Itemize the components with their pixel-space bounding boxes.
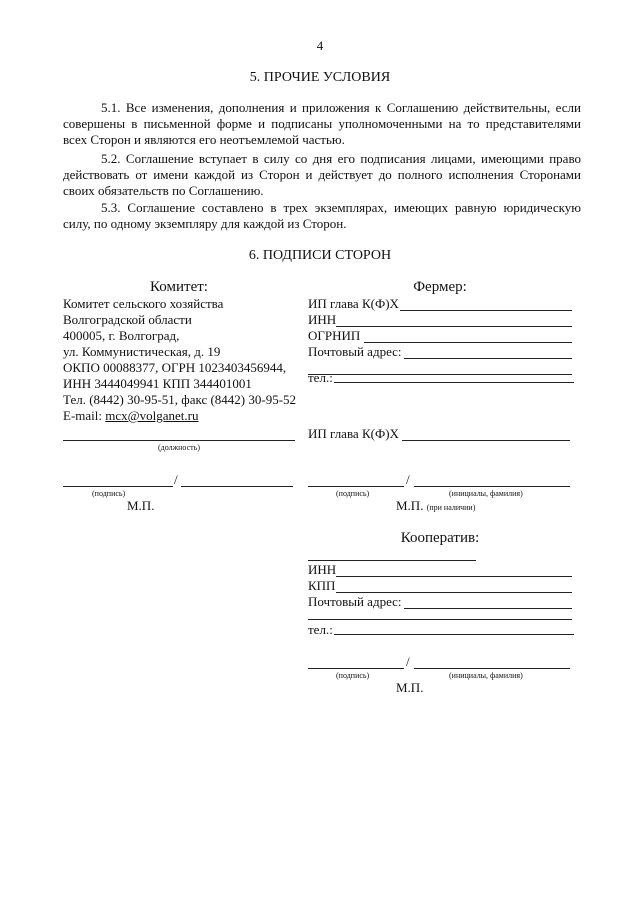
committee-slash: /	[174, 472, 178, 487]
committee-email-row	[63, 408, 198, 424]
clause-5-2-line: действовать от имени каждой из Сторон и действует до полного исполнения Сторонами	[63, 167, 581, 182]
cooperative-heading: Кооператив:	[400, 530, 480, 546]
cooperative-slash: /	[406, 654, 410, 669]
farmer-field-label: Почтовый адрес:	[308, 344, 402, 359]
farmer-ogrnip-line	[364, 342, 572, 343]
cooperative-field-label: ИНН	[308, 562, 337, 577]
clause-5-1	[63, 100, 581, 148]
position-caption: (должность)	[158, 443, 200, 452]
committee-signature-caption: (подпись)	[92, 489, 126, 498]
committee-name-line	[181, 486, 293, 487]
farmer-name-line	[414, 486, 570, 487]
cooperative-field-label: КПП	[308, 578, 336, 593]
committee-heading: Комитет:	[150, 279, 208, 295]
farmer-field-label: ОГРНИП	[308, 328, 361, 343]
farmer-stamp-note: (при наличии)	[426, 503, 476, 512]
clause-5-2	[63, 151, 581, 199]
committee-stamp: М.П.	[127, 498, 155, 513]
clause-5-3-line: силу, по одному экземпляру для каждой из Сторон.	[63, 216, 347, 231]
email-label: E-mail:	[63, 408, 102, 423]
farmer-address-line	[404, 358, 572, 359]
cooperative-phone-line	[334, 634, 574, 635]
cooperative-kpp-line	[336, 592, 572, 593]
section-6-title: 6. ПОДПИСИ СТОРОН	[248, 248, 392, 263]
cooperative-field-label: Почтовый адрес:	[308, 594, 402, 609]
committee-line: ул. Коммунистическая, д. 19	[63, 344, 221, 359]
farmer-ip-line	[400, 310, 572, 311]
farmer-stamp-text: М.П.	[396, 498, 424, 513]
cooperative-initials-line	[414, 668, 570, 669]
farmer-field-label: ИНН	[308, 312, 337, 327]
committee-line: Волгоградской области	[63, 312, 192, 327]
farmer-phone-label: тел.:	[308, 370, 333, 385]
farmer-initials-caption: (инициалы, фамилия)	[449, 489, 523, 498]
section-5-title: 5. ПРОЧИЕ УСЛОВИЯ	[249, 70, 391, 85]
farmer-field-label: ИП глава К(Ф)Х	[308, 296, 399, 311]
clause-5-1-line: совершены в письменной форме и подписаны уполномоченными на то представителями	[63, 116, 581, 131]
clause-5-3	[63, 200, 581, 232]
email-link[interactable]: mcx@volganet.ru	[105, 408, 199, 423]
cooperative-phone-label: тел.:	[308, 622, 333, 637]
committee-line: ОКПО 00088377, ОГРН 1023403456944,	[63, 360, 287, 375]
cooperative-inn-line	[336, 576, 572, 577]
clause-5-2-line: 5.2. Соглашение вступает в силу со дня его подписания лицами, имеющими право	[101, 151, 581, 166]
farmer-signature-line	[308, 486, 404, 487]
committee-line: 400005, г. Волгоград,	[63, 328, 180, 343]
committee-signature-line	[63, 486, 173, 487]
farmer-signature-caption: (подпись)	[336, 489, 370, 498]
farmer-slash: /	[406, 472, 410, 487]
cooperative-signature-line	[308, 668, 404, 669]
farmer-head-line	[402, 440, 570, 441]
clause-5-2-line: своих обязательств по Соглашению.	[63, 183, 264, 198]
committee-line: Тел. (8442) 30-95-51, факс (8442) 30-95-52	[63, 392, 297, 407]
clause-5-3-line: 5.3. Соглашение составлено в трех экземплярах, имеющих равную юридическую	[101, 200, 581, 215]
cooperative-name-line	[308, 560, 476, 561]
farmer-inn-line	[336, 326, 572, 327]
farmer-stamp	[396, 498, 475, 514]
farmer-heading: Фермер:	[413, 279, 467, 295]
farmer-address-line-2	[308, 374, 572, 375]
cooperative-signature-caption: (подпись)	[336, 671, 370, 680]
cooperative-stamp: М.П.	[396, 680, 424, 695]
clause-5-1-line: 5.1. Все изменения, дополнения и приложения к Соглашению действительны, если	[101, 100, 581, 115]
clause-5-1-line: всех Сторон и являются его неотъемлемой частью.	[63, 132, 345, 147]
cooperative-initials-caption: (инициалы, фамилия)	[449, 671, 523, 680]
page-number: 4	[316, 38, 324, 53]
committee-line: Комитет сельского хозяйства	[63, 296, 224, 311]
cooperative-address-line-2	[308, 619, 572, 620]
farmer-phone-line	[334, 382, 574, 383]
committee-line: ИНН 3444049941 КПП 344401001	[63, 376, 252, 391]
cooperative-address-line	[404, 608, 572, 609]
farmer-head-label: ИП глава К(Ф)Х	[308, 426, 399, 441]
position-line	[63, 440, 295, 441]
